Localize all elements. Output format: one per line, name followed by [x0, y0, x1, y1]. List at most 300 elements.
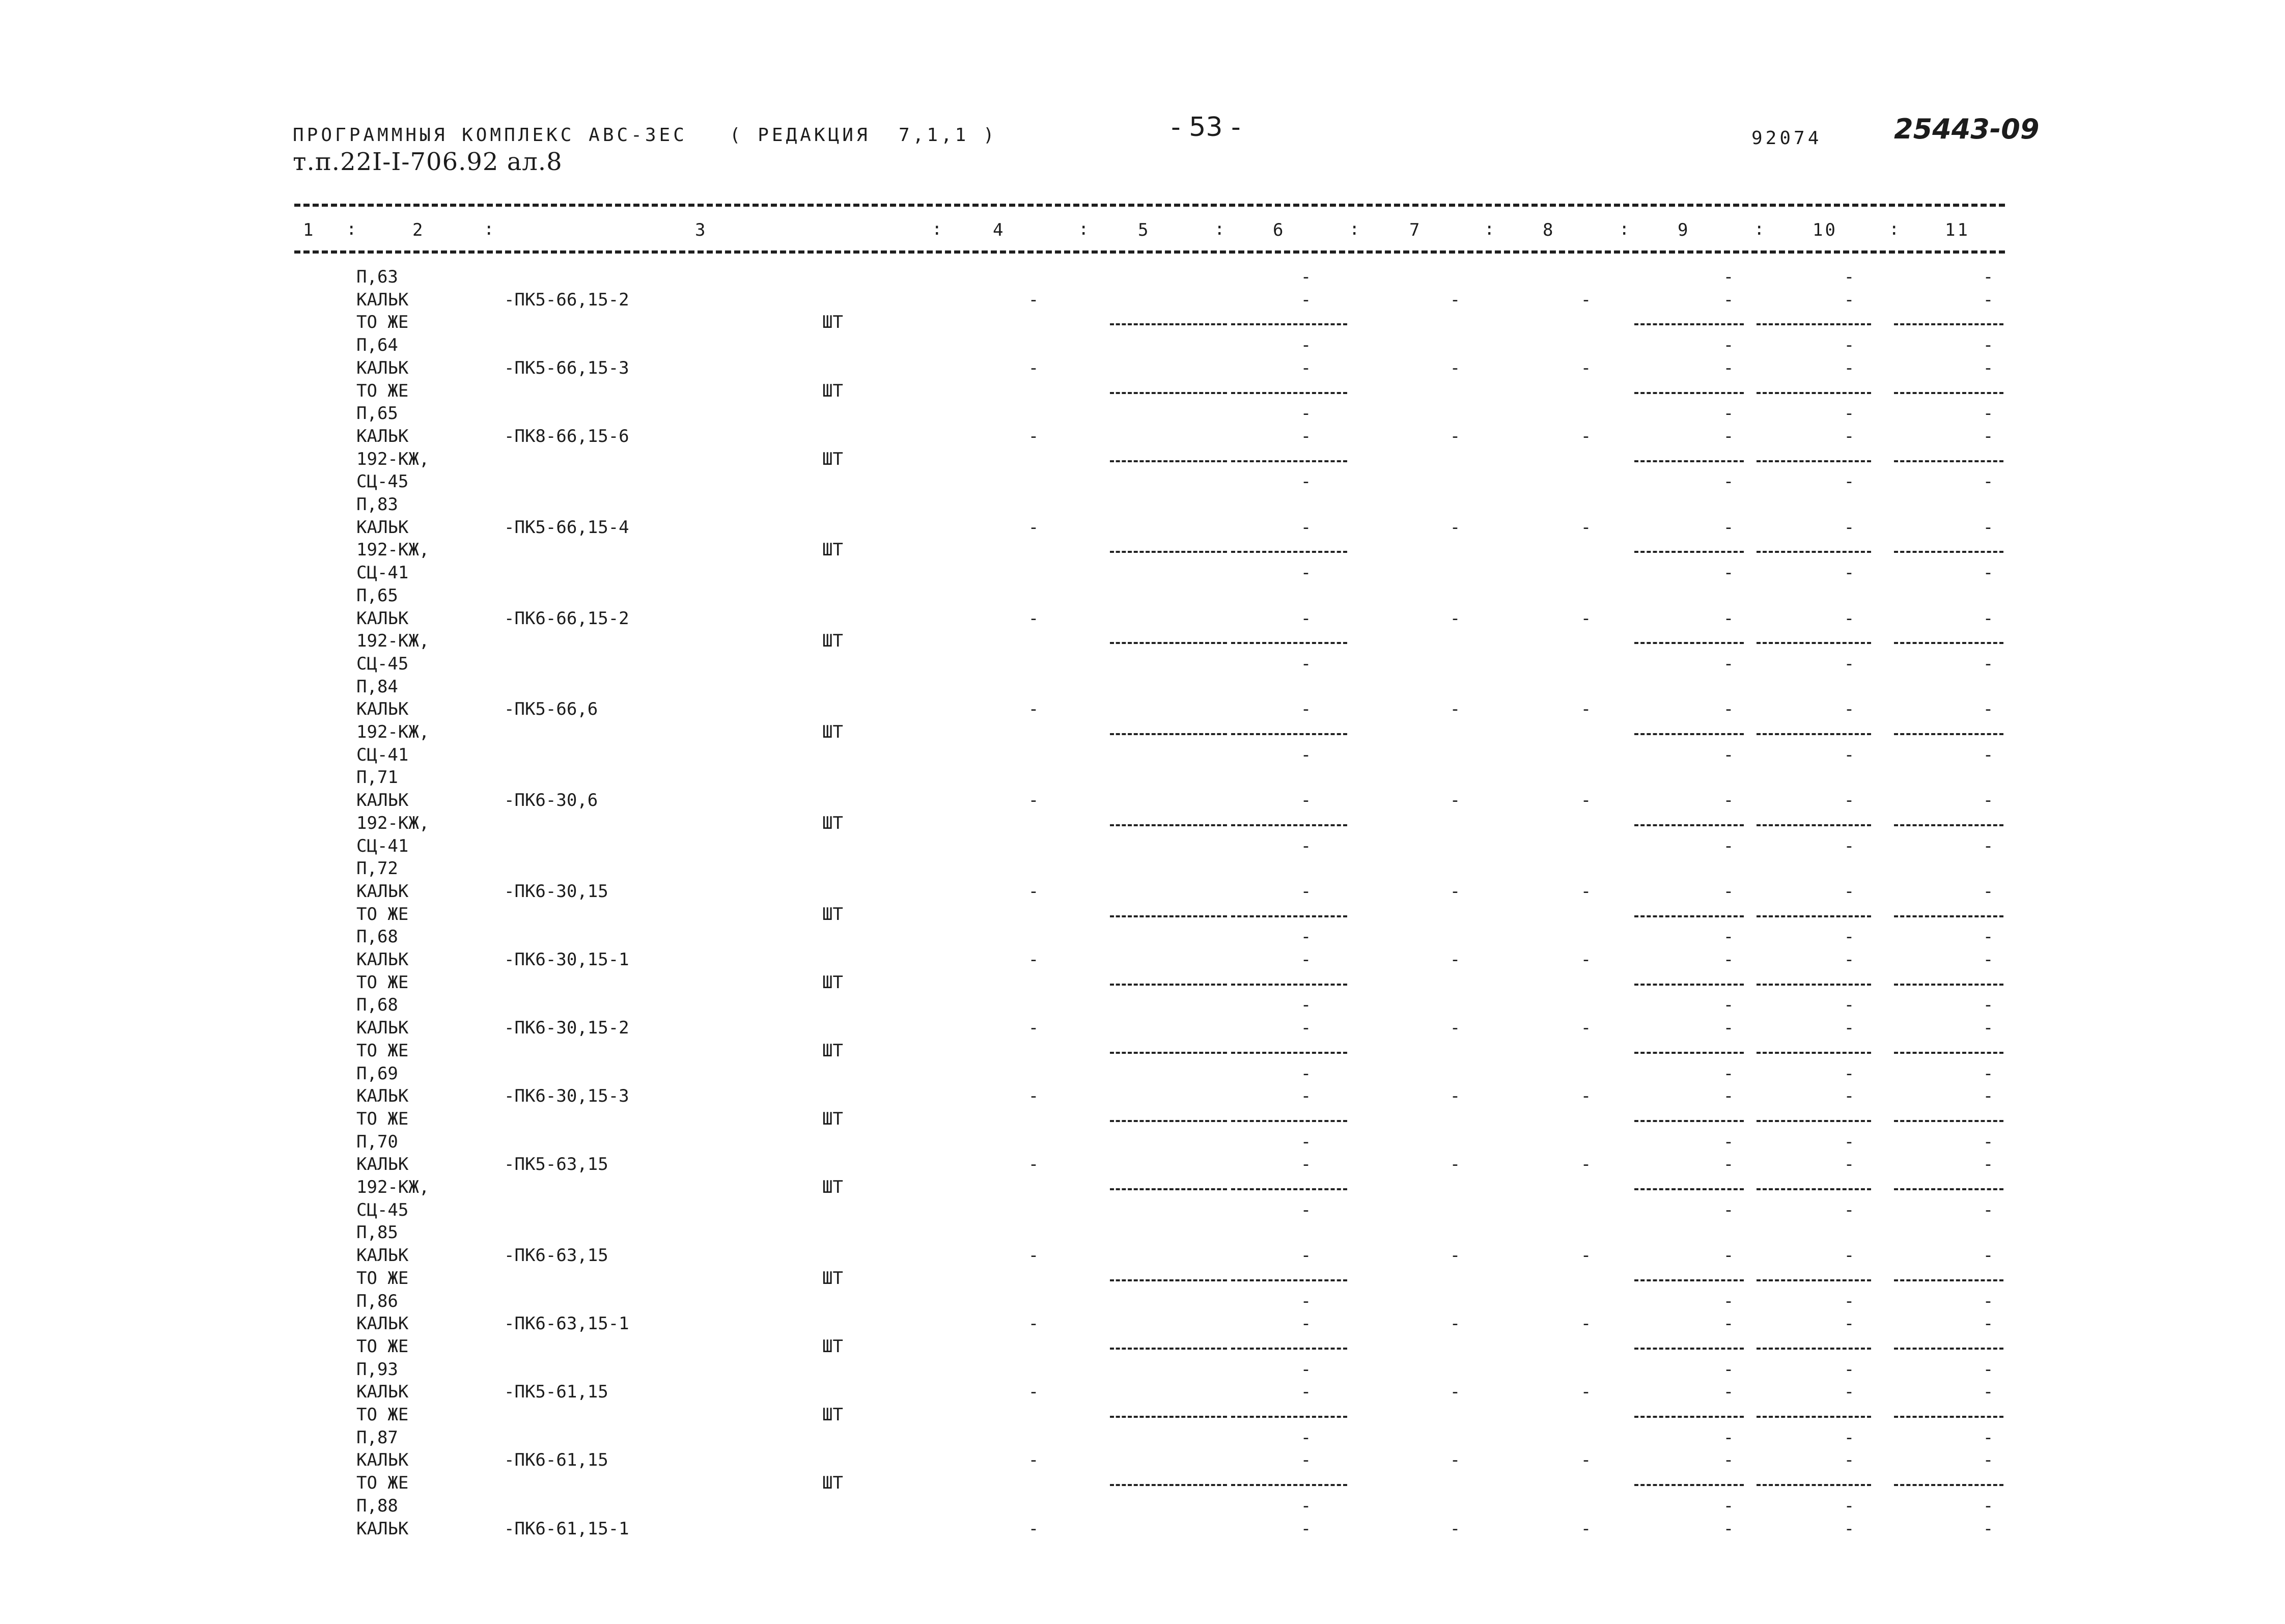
cell-col-6: - [1300, 563, 1312, 583]
unit-cell: ШТ [822, 631, 843, 652]
subtotal-divider [1231, 824, 1347, 826]
cell-col-11: - [1983, 1518, 1994, 1539]
subtotal-divider [1634, 1348, 1744, 1350]
cell-col-8: - [1580, 1518, 1592, 1539]
cell-col-2: КАЛЬК [356, 1313, 409, 1334]
cell-col-6: - [1300, 357, 1312, 378]
cell-col-2: КАЛЬК [356, 699, 409, 720]
subtotal-divider [1757, 551, 1871, 553]
cell-col-2: П,65 [356, 585, 398, 606]
subtotal-divider [1757, 1188, 1871, 1190]
subtotal-divider [1634, 1416, 1744, 1418]
subtotal-divider [1757, 323, 1871, 325]
cell-col-7: - [1450, 517, 1461, 538]
cell-col-10: - [1844, 653, 1855, 674]
cell-col-6: - [1300, 949, 1312, 970]
cell-col-3: -ПК5-63,15 [504, 1154, 608, 1175]
subtotal-divider [1894, 1120, 2003, 1122]
cell-col-2: КАЛЬК [356, 1518, 409, 1539]
cell-col-9: - [1723, 835, 1734, 856]
cell-col-8: - [1580, 790, 1592, 811]
col-header-11: 11 [1945, 220, 1970, 240]
cell-col-11: - [1983, 927, 1994, 947]
cell-col-9: - [1723, 949, 1734, 970]
subtotal-divider [1634, 824, 1744, 826]
cell-col-2: СЦ-45 [356, 471, 409, 492]
cell-col-2: СЦ-45 [356, 653, 409, 674]
cell-col-2: П,63 [356, 267, 398, 287]
subtotal-divider [1634, 1279, 1744, 1281]
cell-col-9: - [1723, 1291, 1734, 1311]
cell-col-11: - [1983, 471, 1994, 492]
cell-col-3: -ПК6-63,15-1 [504, 1313, 629, 1334]
subtotal-divider [1894, 551, 2003, 553]
subtotal-divider [1894, 1348, 2003, 1350]
cell-col-8: - [1580, 426, 1592, 446]
cell-col-10: - [1844, 790, 1855, 811]
cell-col-9: - [1723, 1063, 1734, 1084]
cell-col-6: - [1300, 1131, 1312, 1152]
col-divider: : [1619, 219, 1630, 239]
subtotal-divider [1757, 1052, 1871, 1054]
col-divider: : [346, 219, 357, 239]
cell-col-2: ТО ЖЕ [356, 1108, 409, 1129]
subtotal-divider [1894, 1484, 2003, 1486]
cell-col-6: - [1300, 517, 1312, 538]
cell-col-10: - [1844, 1018, 1855, 1039]
cell-col-11: - [1983, 563, 1994, 583]
cell-col-6: - [1300, 1382, 1312, 1403]
unit-cell: ШТ [822, 972, 843, 993]
cell-col-11: - [1983, 1382, 1994, 1403]
cell-col-6: - [1300, 1495, 1312, 1516]
cell-col-2: П,85 [356, 1222, 398, 1243]
cell-col-7: - [1450, 357, 1461, 378]
col-header-3: 3 [695, 220, 708, 240]
cell-col-7: - [1450, 1086, 1461, 1107]
col-header-8: 8 [1543, 220, 1555, 240]
cell-col-11: - [1983, 335, 1994, 356]
cell-col-9: - [1723, 1382, 1734, 1403]
col-header-5: 5 [1138, 220, 1151, 240]
subtotal-divider [1231, 1348, 1347, 1350]
document-subtitle: т.п.22I-I-706.92 ал.8 [293, 148, 563, 176]
cell-col-9: - [1723, 790, 1734, 811]
cell-col-9: - [1723, 1518, 1734, 1539]
cell-col-11: - [1983, 1086, 1994, 1107]
table-head-rule [294, 250, 2005, 254]
cell-col-11: - [1983, 995, 1994, 1016]
cell-col-10: - [1844, 267, 1855, 287]
cell-col-2: КАЛЬК [356, 517, 409, 538]
subtotal-divider [1757, 915, 1871, 917]
cell-col-8: - [1580, 1313, 1592, 1334]
cell-col-3: -ПК5-61,15 [504, 1382, 608, 1403]
cell-col-10: - [1844, 744, 1855, 765]
cell-col-9: - [1723, 1131, 1734, 1152]
subtotal-divider [1634, 1188, 1744, 1190]
cell-col-11: - [1983, 267, 1994, 287]
unit-cell: ШТ [822, 1268, 843, 1289]
cell-col-9: - [1723, 1427, 1734, 1448]
cell-col-2: П,68 [356, 995, 398, 1016]
subtotal-divider [1231, 733, 1347, 735]
col-header-9: 9 [1678, 220, 1690, 240]
cell-col-7: - [1450, 1154, 1461, 1175]
cell-col-7: - [1450, 881, 1461, 902]
subtotal-divider [1894, 984, 2003, 986]
cell-col-6: - [1300, 1086, 1312, 1107]
cell-col-2: П,93 [356, 1359, 398, 1380]
cell-col-3: -ПК6-61,15 [504, 1450, 608, 1471]
col-divider: : [1889, 219, 1900, 239]
cell-col-6: - [1300, 790, 1312, 811]
cell-col-2: П,64 [356, 335, 398, 356]
cell-col-9: - [1723, 1086, 1734, 1107]
cell-col-9: - [1723, 563, 1734, 583]
cell-col-2: ТО ЖЕ [356, 1040, 409, 1061]
cell-col-2: 192-КЖ, [356, 631, 430, 652]
subtotal-divider [1110, 824, 1227, 826]
cell-col-11: - [1983, 881, 1994, 902]
cell-col-10: - [1844, 699, 1855, 720]
cell-col-11: - [1983, 1495, 1994, 1516]
cell-col-4: - [1028, 1382, 1039, 1403]
cell-col-3: -ПК8-66,15-6 [504, 426, 629, 446]
cell-col-4: - [1028, 1313, 1039, 1334]
cell-col-7: - [1450, 608, 1461, 629]
cell-col-9: - [1723, 1199, 1734, 1220]
cell-col-2: ТО ЖЕ [356, 1405, 409, 1425]
cell-col-3: -ПК6-30,15-2 [504, 1018, 629, 1039]
cell-col-11: - [1983, 653, 1994, 674]
cell-col-10: - [1844, 995, 1855, 1016]
cell-col-10: - [1844, 335, 1855, 356]
document-number: 25443-09 [1894, 113, 2040, 145]
subtotal-divider [1110, 392, 1227, 394]
subtotal-divider [1757, 1120, 1871, 1122]
cell-col-11: - [1983, 1450, 1994, 1471]
cell-col-9: - [1723, 1154, 1734, 1175]
subtotal-divider [1757, 824, 1871, 826]
cell-col-2: СЦ-41 [356, 563, 409, 583]
cell-col-2: КАЛЬК [356, 881, 409, 902]
subtotal-divider [1894, 1416, 2003, 1418]
subtotal-divider [1634, 642, 1744, 644]
cell-col-9: - [1723, 699, 1734, 720]
cell-col-4: - [1028, 1245, 1039, 1266]
cell-col-2: 192-КЖ, [356, 1177, 430, 1197]
subtotal-divider [1634, 323, 1744, 325]
subtotal-divider [1110, 460, 1227, 462]
cell-col-4: - [1028, 357, 1039, 378]
cell-col-4: - [1028, 699, 1039, 720]
cell-col-11: - [1983, 608, 1994, 629]
cell-col-7: - [1450, 1313, 1461, 1334]
cell-col-9: - [1723, 357, 1734, 378]
cell-col-6: - [1300, 1313, 1312, 1334]
cell-col-2: КАЛЬК [356, 1382, 409, 1403]
cell-col-10: - [1844, 881, 1855, 902]
unit-cell: ШТ [822, 449, 843, 469]
cell-col-2: КАЛЬК [356, 1086, 409, 1107]
subtotal-divider [1894, 460, 2003, 462]
cell-col-10: - [1844, 1359, 1855, 1380]
cell-col-9: - [1723, 1495, 1734, 1516]
subtotal-divider [1757, 1279, 1871, 1281]
subtotal-divider [1110, 1348, 1227, 1350]
unit-cell: ШТ [822, 540, 843, 561]
cell-col-6: - [1300, 403, 1312, 424]
cell-col-2: СЦ-41 [356, 744, 409, 765]
subtotal-divider [1110, 1052, 1227, 1054]
cell-col-10: - [1844, 357, 1855, 378]
cell-col-10: - [1844, 563, 1855, 583]
cell-col-6: - [1300, 289, 1312, 310]
cell-col-3: -ПК5-66,6 [504, 699, 598, 720]
cell-col-10: - [1844, 927, 1855, 947]
cell-col-2: КАЛЬК [356, 426, 409, 446]
cell-col-4: - [1028, 1518, 1039, 1539]
cell-col-9: - [1723, 267, 1734, 287]
cell-col-11: - [1983, 1018, 1994, 1039]
cell-col-6: - [1300, 1063, 1312, 1084]
cell-col-2: 192-КЖ, [356, 813, 430, 833]
cell-col-6: - [1300, 1518, 1312, 1539]
subtotal-divider [1634, 1484, 1744, 1486]
subtotal-divider [1634, 984, 1744, 986]
cell-col-6: - [1300, 335, 1312, 356]
cell-col-6: - [1300, 1291, 1312, 1311]
cell-col-9: - [1723, 1018, 1734, 1039]
cell-col-2: КАЛЬК [356, 1018, 409, 1039]
cell-col-4: - [1028, 949, 1039, 970]
cell-col-9: - [1723, 881, 1734, 902]
cell-col-2: КАЛЬК [356, 289, 409, 310]
cell-col-11: - [1983, 1427, 1994, 1448]
cell-col-10: - [1844, 1495, 1855, 1516]
cell-col-3: -ПК6-30,15-3 [504, 1086, 629, 1107]
subtotal-divider [1110, 1188, 1227, 1190]
cell-col-10: - [1844, 1245, 1855, 1266]
cell-col-11: - [1983, 1313, 1994, 1334]
cell-col-10: - [1844, 835, 1855, 856]
cell-col-2: КАЛЬК [356, 1154, 409, 1175]
cell-col-11: - [1983, 517, 1994, 538]
subtotal-divider [1110, 1279, 1227, 1281]
cell-col-2: П,69 [356, 1063, 398, 1084]
cell-col-8: - [1580, 1450, 1592, 1471]
cell-col-10: - [1844, 1518, 1855, 1539]
cell-col-4: - [1028, 1018, 1039, 1039]
col-header-6: 6 [1273, 220, 1286, 240]
cell-col-9: - [1723, 995, 1734, 1016]
cell-col-11: - [1983, 949, 1994, 970]
cell-col-9: - [1723, 1245, 1734, 1266]
cell-col-3: -ПК5-66,15-4 [504, 517, 629, 538]
cell-col-2: ТО ЖЕ [356, 380, 409, 401]
cell-col-8: - [1580, 699, 1592, 720]
cell-col-11: - [1983, 1245, 1994, 1266]
unit-cell: ШТ [822, 813, 843, 833]
subtotal-divider [1757, 460, 1871, 462]
subtotal-divider [1894, 733, 2003, 735]
cell-col-2: КАЛЬК [356, 1245, 409, 1266]
subtotal-divider [1894, 1052, 2003, 1054]
subtotal-divider [1634, 1120, 1744, 1122]
cell-col-9: - [1723, 1313, 1734, 1334]
subtotal-divider [1231, 984, 1347, 986]
cell-col-3: -ПК5-66,15-3 [504, 357, 629, 378]
subtotal-divider [1231, 392, 1347, 394]
cell-col-9: - [1723, 653, 1734, 674]
subtotal-divider [1231, 915, 1347, 917]
cell-col-8: - [1580, 1086, 1592, 1107]
cell-col-7: - [1450, 699, 1461, 720]
sheet-code: 92074 [1751, 128, 1822, 149]
cell-col-7: - [1450, 1518, 1461, 1539]
cell-col-9: - [1723, 1359, 1734, 1380]
cell-col-2: П,65 [356, 403, 398, 424]
cell-col-6: - [1300, 1018, 1312, 1039]
cell-col-2: КАЛЬК [356, 790, 409, 811]
subtotal-divider [1231, 642, 1347, 644]
cell-col-2: ТО ЖЕ [356, 312, 409, 333]
cell-col-4: - [1028, 608, 1039, 629]
subtotal-divider [1894, 1188, 2003, 1190]
cell-col-2: П,71 [356, 767, 398, 788]
subtotal-divider [1757, 1348, 1871, 1350]
cell-col-6: - [1300, 1427, 1312, 1448]
cell-col-6: - [1300, 653, 1312, 674]
cell-col-9: - [1723, 403, 1734, 424]
cell-col-6: - [1300, 927, 1312, 947]
col-divider: : [1349, 219, 1360, 239]
cell-col-8: - [1580, 1382, 1592, 1403]
subtotal-divider [1634, 392, 1744, 394]
cell-col-4: - [1028, 1450, 1039, 1471]
cell-col-6: - [1300, 835, 1312, 856]
cell-col-2: ТО ЖЕ [356, 904, 409, 925]
unit-cell: ШТ [822, 380, 843, 401]
subtotal-divider [1231, 551, 1347, 553]
unit-cell: ШТ [822, 722, 843, 742]
cell-col-6: - [1300, 1450, 1312, 1471]
cell-col-6: - [1300, 881, 1312, 902]
cell-col-2: П,87 [356, 1427, 398, 1448]
cell-col-3: -ПК6-61,15-1 [504, 1518, 629, 1539]
cell-col-9: - [1723, 471, 1734, 492]
subtotal-divider [1894, 392, 2003, 394]
cell-col-10: - [1844, 403, 1855, 424]
cell-col-8: - [1580, 289, 1592, 310]
cell-col-3: -ПК6-30,6 [504, 790, 598, 811]
cell-col-3: -ПК6-63,15 [504, 1245, 608, 1266]
subtotal-divider [1894, 642, 2003, 644]
cell-col-8: - [1580, 881, 1592, 902]
cell-col-10: - [1844, 1313, 1855, 1334]
cell-col-7: - [1450, 426, 1461, 446]
col-divider: : [932, 219, 942, 239]
cell-col-8: - [1580, 1018, 1592, 1039]
cell-col-9: - [1723, 426, 1734, 446]
cell-col-2: ТО ЖЕ [356, 972, 409, 993]
cell-col-2: КАЛЬК [356, 1450, 409, 1471]
cell-col-9: - [1723, 744, 1734, 765]
cell-col-6: - [1300, 1199, 1312, 1220]
cell-col-11: - [1983, 835, 1994, 856]
subtotal-divider [1110, 733, 1227, 735]
subtotal-divider [1110, 984, 1227, 986]
col-divider: : [1484, 219, 1495, 239]
cell-col-2: П,86 [356, 1291, 398, 1311]
col-header-2: 2 [412, 220, 425, 240]
cell-col-7: - [1450, 1450, 1461, 1471]
cell-col-10: - [1844, 1450, 1855, 1471]
cell-col-11: - [1983, 699, 1994, 720]
unit-cell: ШТ [822, 1473, 843, 1494]
cell-col-4: - [1028, 1086, 1039, 1107]
cell-col-6: - [1300, 1359, 1312, 1380]
col-header-10: 10 [1813, 220, 1837, 240]
cell-col-2: П,83 [356, 494, 398, 515]
cell-col-9: - [1723, 927, 1734, 947]
cell-col-9: - [1723, 1450, 1734, 1471]
cell-col-2: П,68 [356, 927, 398, 947]
cell-col-8: - [1580, 1245, 1592, 1266]
cell-col-2: 192-КЖ, [356, 449, 430, 469]
cell-col-10: - [1844, 1063, 1855, 1084]
subtotal-divider [1110, 642, 1227, 644]
cell-col-7: - [1450, 1382, 1461, 1403]
cell-col-8: - [1580, 949, 1592, 970]
cell-col-10: - [1844, 1199, 1855, 1220]
subtotal-divider [1757, 984, 1871, 986]
cell-col-8: - [1580, 517, 1592, 538]
col-divider: : [484, 219, 494, 239]
col-header-7: 7 [1409, 220, 1422, 240]
subtotal-divider [1231, 1120, 1347, 1122]
cell-col-2: КАЛЬК [356, 949, 409, 970]
cell-col-3: -ПК6-30,15-1 [504, 949, 629, 970]
unit-cell: ШТ [822, 1405, 843, 1425]
table-top-rule [294, 204, 2005, 207]
subtotal-divider [1231, 460, 1347, 462]
cell-col-10: - [1844, 289, 1855, 310]
cell-col-11: - [1983, 1199, 1994, 1220]
cell-col-6: - [1300, 267, 1312, 287]
cell-col-2: ТО ЖЕ [356, 1268, 409, 1289]
cell-col-6: - [1300, 608, 1312, 629]
cell-col-3: -ПК6-66,15-2 [504, 608, 629, 629]
subtotal-divider [1110, 323, 1227, 325]
cell-col-2: ТО ЖЕ [356, 1473, 409, 1494]
col-divider: : [1214, 219, 1225, 239]
cell-col-2: КАЛЬК [356, 357, 409, 378]
subtotal-divider [1231, 1188, 1347, 1190]
subtotal-divider [1110, 1416, 1227, 1418]
cell-col-3: -ПК5-66,15-2 [504, 289, 629, 310]
cell-col-8: - [1580, 608, 1592, 629]
cell-col-2: ТО ЖЕ [356, 1336, 409, 1357]
subtotal-divider [1757, 642, 1871, 644]
cell-col-10: - [1844, 949, 1855, 970]
subtotal-divider [1110, 551, 1227, 553]
cell-col-2: П,72 [356, 858, 398, 879]
cell-col-11: - [1983, 1154, 1994, 1175]
subtotal-divider [1757, 392, 1871, 394]
cell-col-6: - [1300, 1154, 1312, 1175]
